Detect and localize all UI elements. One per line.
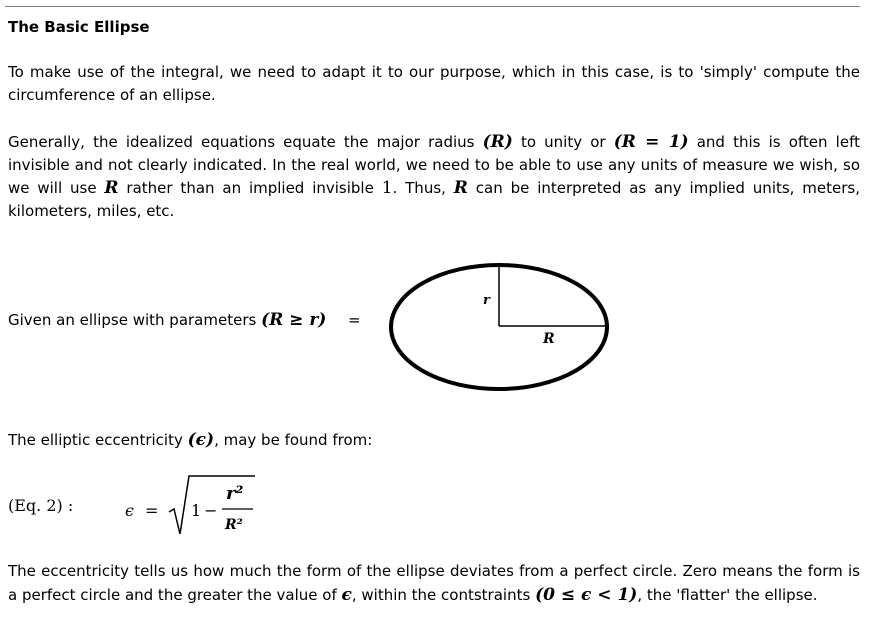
text: , the 'flatter' the ellipse.	[637, 586, 818, 604]
formula-minus: −	[204, 501, 218, 520]
math-epsilon: (ϵ)	[187, 430, 215, 450]
math-R: (R)	[482, 132, 513, 152]
text: and this is often left invisible and not clearly indicated. In the real world, we need to be able to use any units of measure we wish, so we will use	[8, 133, 860, 197]
math-R-geq-r: (R ≥ r)	[261, 310, 327, 330]
formula-equals: =	[145, 501, 159, 520]
intro-paragraph: To make use of the integral, we need to adapt it to our purpose, which in this case, is to 'simply' compute the circumference of an ellipse.	[8, 63, 860, 104]
equals-sign: =	[348, 311, 361, 329]
epsilon-symbol: ϵ	[125, 501, 134, 520]
given-text: Given an ellipse with parameters	[8, 311, 262, 329]
text: can be interpreted as any implied units, meters, kilometers, miles, etc.	[8, 179, 861, 220]
math-R: R	[453, 178, 468, 198]
minor-radius-label: r	[483, 293, 490, 308]
math-one: 1	[381, 178, 393, 198]
formula-one: 1	[191, 501, 202, 520]
formula-denominator: R²	[225, 517, 243, 533]
top-divider	[5, 6, 860, 7]
section-heading: The Basic Ellipse	[8, 18, 150, 36]
formula-numerator: r²	[226, 483, 244, 504]
text: rather than an implied invisible	[118, 179, 382, 197]
text: The elliptic eccentricity	[8, 431, 188, 449]
eccentricity-formula	[125, 474, 275, 540]
equation-label: (Eq. 2) :	[8, 496, 74, 515]
math-R-equals-1: (R = 1)	[613, 132, 689, 152]
ellipse-diagram	[388, 262, 614, 396]
text: The eccentricity tells us how much the form of the ellipse deviates from a perfect circle. Zero means the form is a perfect circle and the greater the value of	[8, 562, 860, 604]
math-R: R	[104, 178, 119, 198]
given-ellipse-line	[8, 309, 326, 332]
text: , may be found from:	[214, 431, 373, 449]
text: . Thus,	[392, 179, 454, 197]
math-epsilon: ϵ	[341, 585, 352, 605]
text: , within the contstraints	[351, 586, 536, 604]
math-epsilon-range: (0 ≤ ϵ < 1)	[535, 585, 638, 605]
eccentricity-intro	[8, 429, 372, 452]
major-radius-paragraph	[8, 131, 860, 223]
text: Generally, the idealized equations equate the major radius	[8, 133, 483, 151]
eccentricity-explanation	[8, 559, 860, 607]
text: to unity or	[512, 133, 614, 151]
major-radius-label: R	[543, 331, 555, 347]
